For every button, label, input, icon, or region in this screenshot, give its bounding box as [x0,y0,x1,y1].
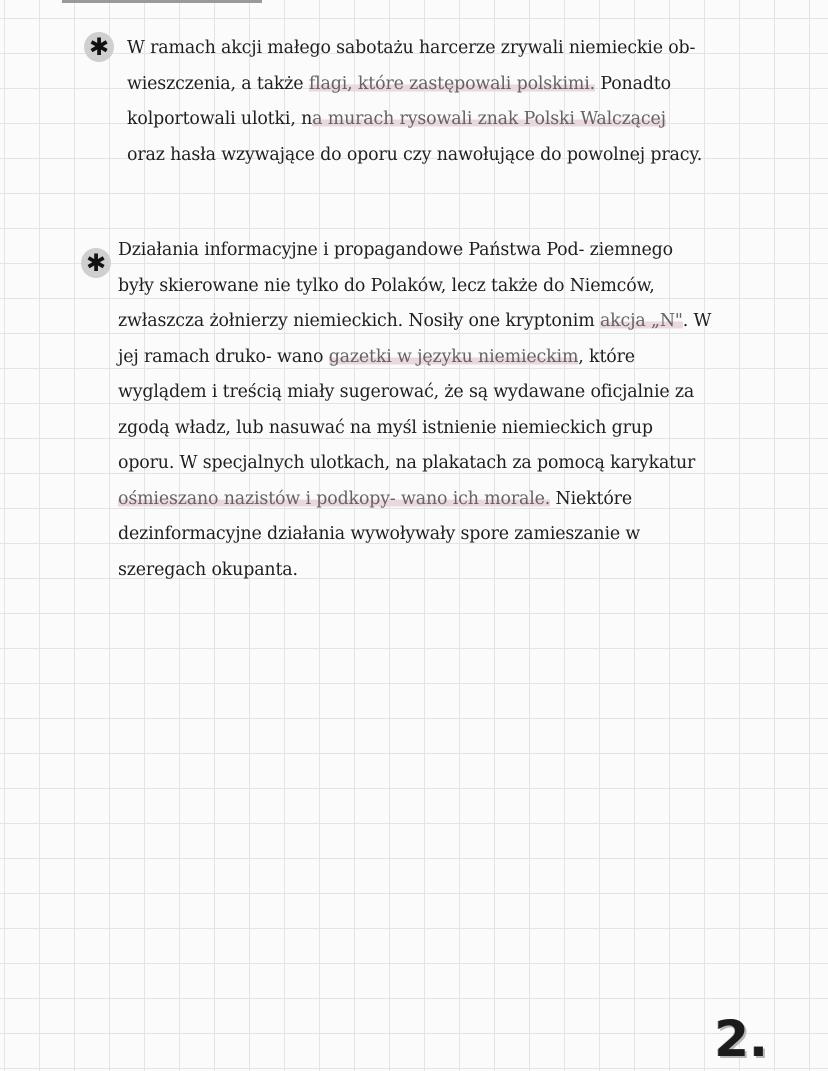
text-segment: , które [578,346,635,367]
text-segment: Ponadto [595,73,671,94]
text-line [127,67,767,103]
text-line [127,31,767,67]
text-line [127,138,767,174]
asterisk-bullet-icon: ✱ [81,248,111,278]
paragraph-sabotage [127,31,767,173]
text-segment: Niektóre [550,488,632,509]
text-line [118,517,773,553]
text-line [118,553,773,589]
highlighted-text: gazetki w języku niemieckim [328,346,579,367]
text-segment: dezinformacyjne działania wywoływały spore zamieszanie w [118,524,641,544]
text-segment: kolportowali ulotki, n [127,109,313,129]
top-divider [62,0,262,3]
text-line [118,375,773,411]
highlighted-text: ośmieszano nazistów i podkopy- wano ich morale. [118,488,551,509]
text-segment: wieszczenia, a także [127,73,309,94]
highlighted-text: flagi, które zastępowali polskimi. [308,73,596,94]
text-segment: wyglądem i treścią miały sugerować, że są wydawane oficjalnie za [118,382,695,402]
text-segment: szeregach okupanta. [118,559,298,580]
text-line [118,304,773,340]
paragraph-propaganda [118,233,773,588]
text-line [118,340,773,376]
text-line [127,102,767,138]
text-line [118,482,773,518]
text-segment: . W [682,311,712,331]
text-line [118,233,773,269]
highlighted-text: a murach rysowali znak Polski Walczącej [312,109,666,129]
text-segment: zgodą władz, lub nasuwać na myśl istnienie niemieckich grup [118,417,653,438]
page-number: 2. [714,1010,768,1068]
highlighted-text: akcja „N" [599,311,683,331]
text-segment: Działania informacyjne i propagandowe Państwa Pod- ziemnego [118,240,673,260]
text-segment: zwłaszcza żołnierzy niemieckich. Nosiły one kryptonim [118,311,600,331]
text-segment: były skierowane nie tylko do Polaków, lecz także do Niemców, [118,275,655,296]
text-segment: jej ramach druko- wano [118,346,329,367]
text-line [118,411,773,447]
text-segment: W ramach akcji małego sabotażu harcerze zrywali niemieckie ob- [127,38,696,58]
text-segment: oporu. W specjalnych ulotkach, na plakatach za pomocą karykatur [118,453,696,473]
text-segment: oraz hasła wzywające do oporu czy nawołujące do powolnej pracy. [127,144,703,165]
asterisk-bullet-icon: ✱ [84,32,114,62]
text-line [118,446,773,482]
text-line [118,269,773,305]
